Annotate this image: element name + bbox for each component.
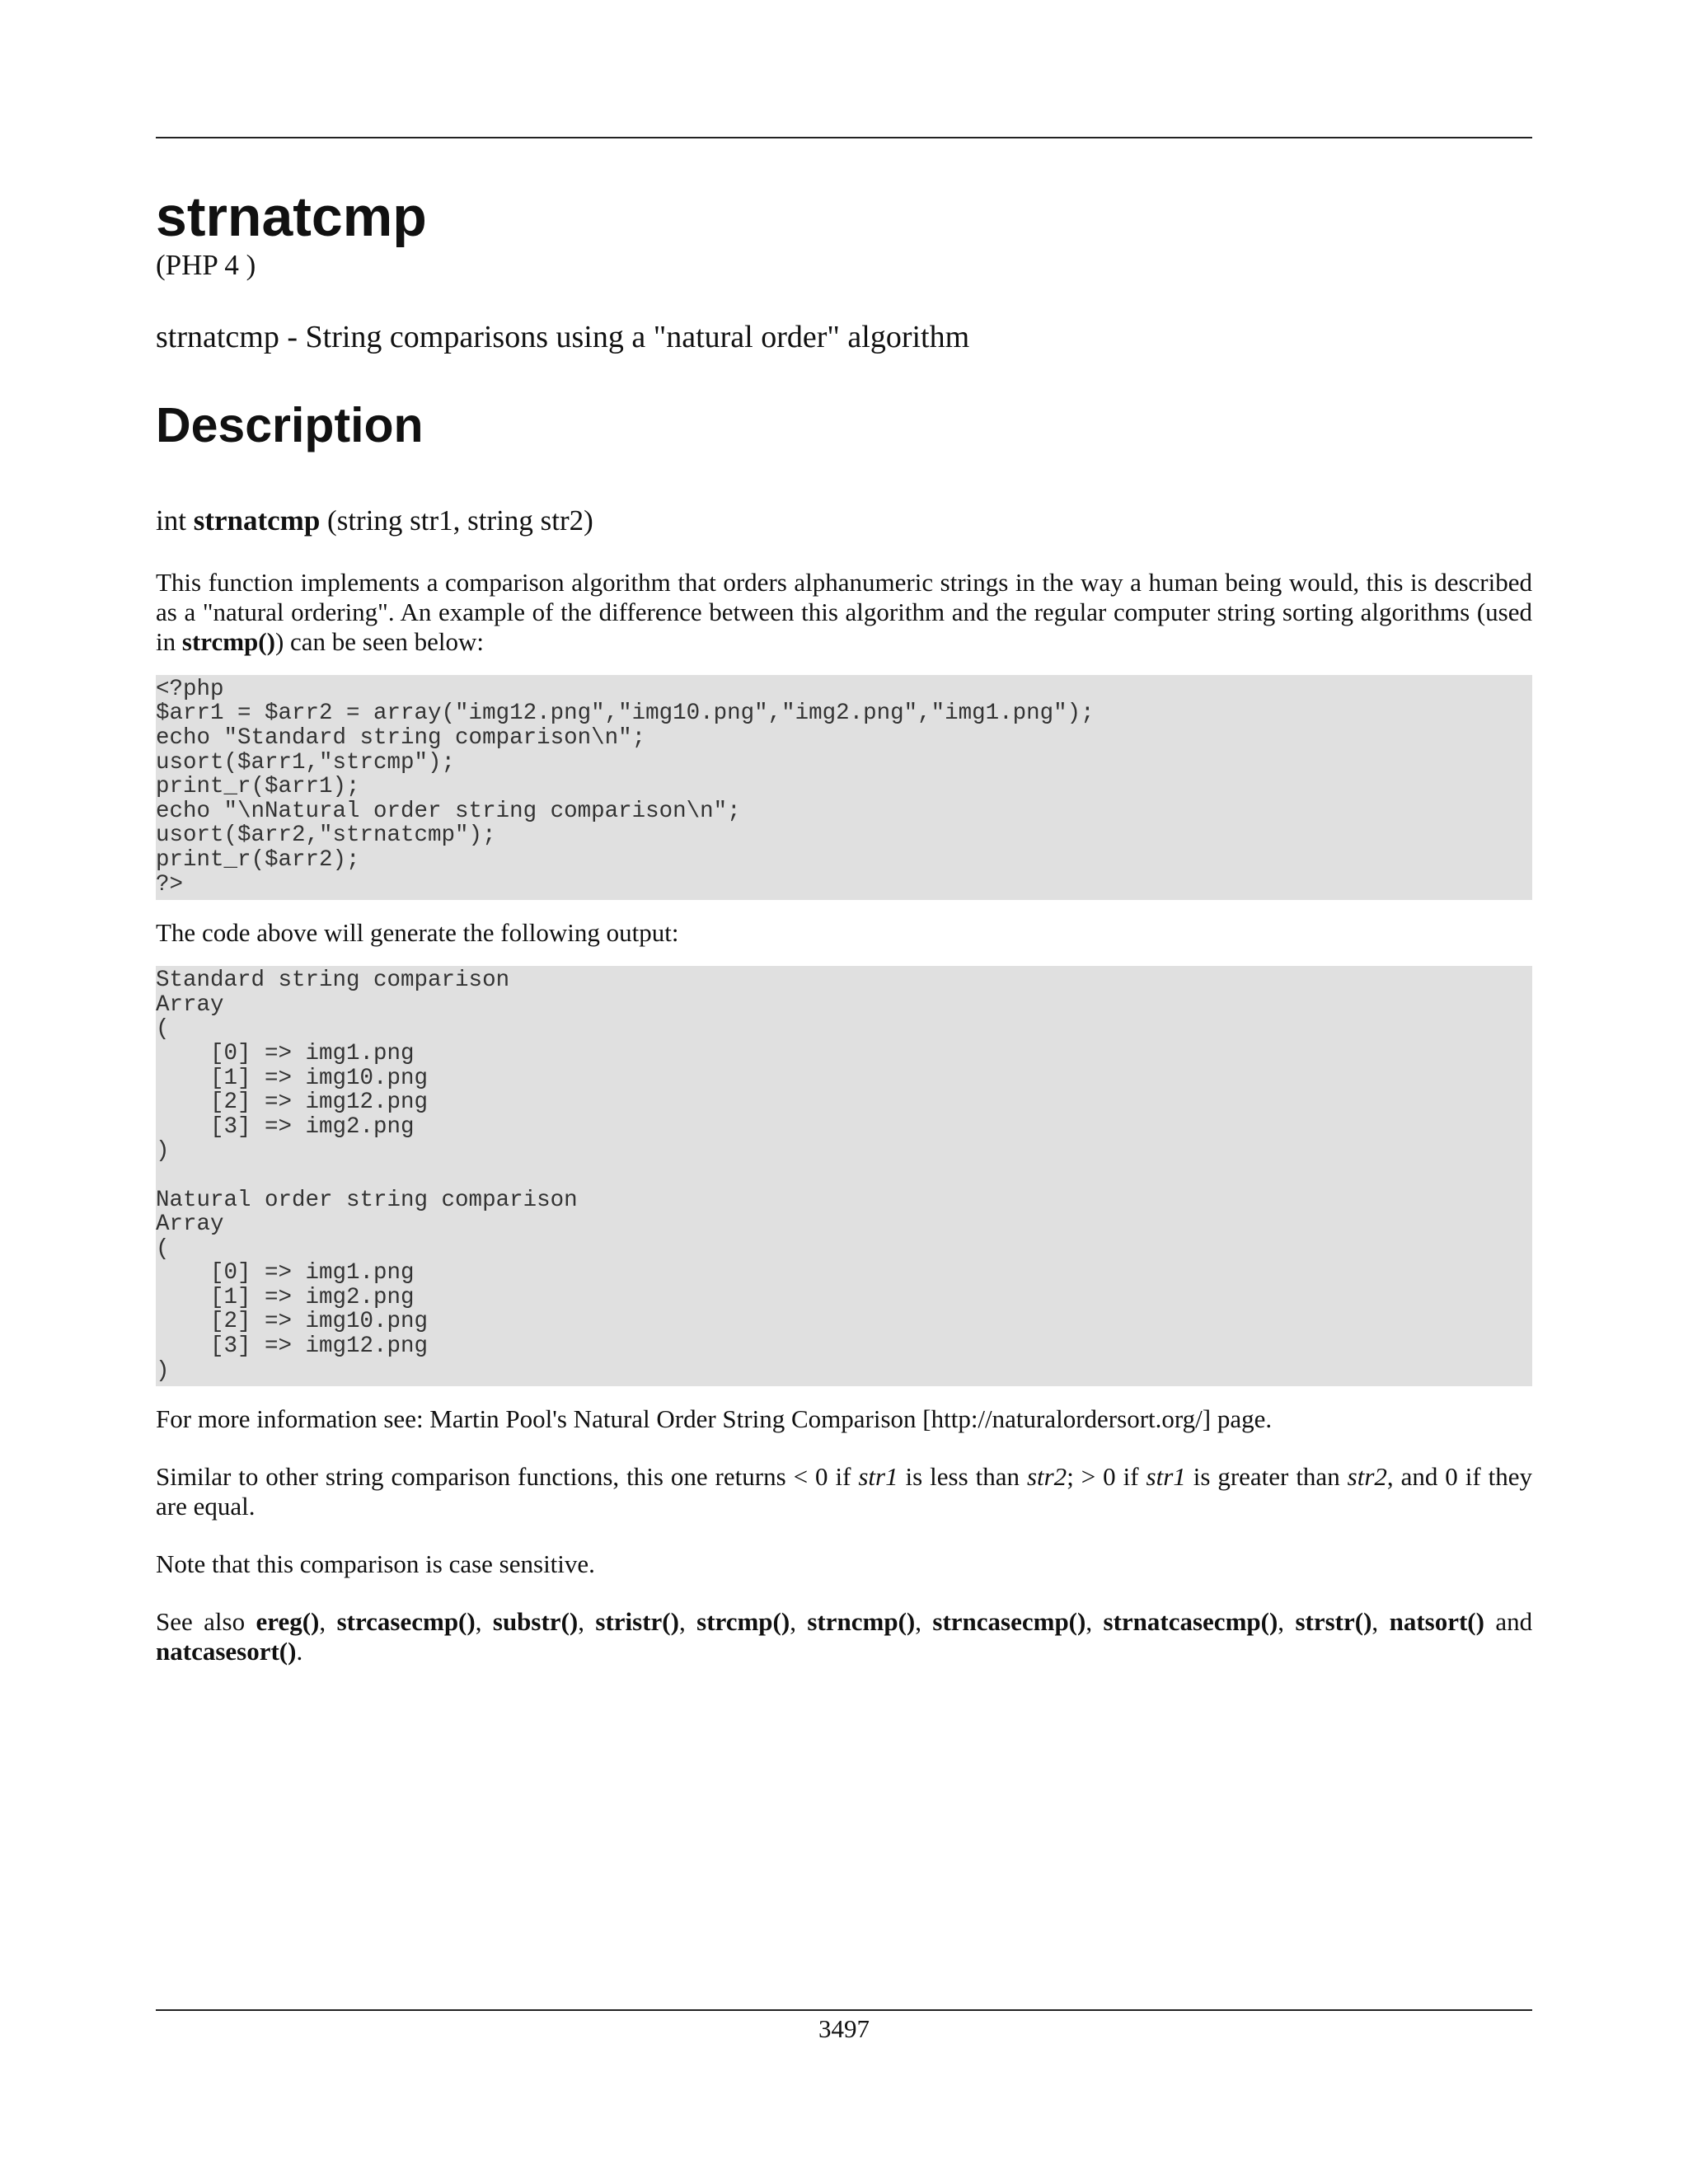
separator: , — [475, 1607, 493, 1637]
php-version: (PHP 4 ) — [156, 249, 256, 282]
see-also-link[interactable]: stristr() — [595, 1607, 679, 1637]
refname-summary: strnatcmp - String comparisons using a "natural order" algorithm — [156, 320, 970, 355]
returns-text-2: is less than — [898, 1462, 1027, 1492]
param-str1: str1 — [858, 1462, 898, 1492]
code-example-block: <?php $arr1 = $arr2 = array("img12.png","img10.png","img2.png","img1.png"); echo "Standard string comparison\n"; usort($arr1,"strcmp"); print_r($arr1); echo "\nNatural order string comparison\n"; usort($arr2,"strnatcmp"); print_r($arr2); ?> — [156, 675, 1532, 900]
separator: , — [915, 1607, 933, 1637]
see-also-link[interactable]: ereg() — [256, 1607, 320, 1637]
returns-text-1: Similar to other string comparison functions, this one returns < 0 if — [156, 1462, 859, 1492]
see-also-prefix: See also — [156, 1607, 256, 1637]
param-str2: str2 — [1347, 1462, 1387, 1492]
header-rule — [156, 137, 1532, 138]
separator: , — [1278, 1607, 1296, 1637]
returns-text-5: , and 0 if they are equal. — [156, 1462, 1532, 1521]
intro-tail: ) can be seen below: — [274, 626, 484, 656]
page-title: strnatcmp — [156, 185, 427, 248]
see-also-link[interactable]: natcasesort() — [156, 1637, 297, 1666]
intro-paragraph — [156, 568, 1532, 657]
separator: , — [1372, 1607, 1390, 1637]
see-also-link[interactable]: strncmp() — [807, 1607, 916, 1637]
see-also-link[interactable]: natsort() — [1389, 1607, 1484, 1637]
separator: , — [1085, 1607, 1104, 1637]
returns-text-3: ; > 0 if — [1067, 1462, 1146, 1492]
see-also-link[interactable]: strnatcasecmp() — [1103, 1607, 1278, 1637]
synopsis-params: (string str1, string str2) — [327, 504, 593, 537]
see-also-link[interactable]: strncasecmp() — [932, 1607, 1086, 1637]
separator: and — [1484, 1607, 1533, 1637]
code-output-block: Standard string comparison Array ( [0] => img1.png [1] => img10.png [2] => img12.png [3] => img2.png ) Natural order string comparison Array ( [0] => img1.png [1] => img2.png [2] => img10.png [3] => img12.png ) — [156, 966, 1532, 1386]
output-intro: The code above will generate the following output: — [156, 918, 679, 948]
param-str2: str2 — [1026, 1462, 1067, 1492]
see-also-link[interactable]: strcmp() — [696, 1607, 790, 1637]
function-synopsis — [156, 504, 1532, 538]
more-info-paragraph: For more information see: Martin Pool's Natural Order String Comparison [http://naturalordersort.org/] page. — [156, 1404, 1273, 1434]
separator: , — [578, 1607, 596, 1637]
separator: . — [296, 1637, 303, 1666]
see-also-paragraph — [156, 1607, 1532, 1666]
page-content — [156, 185, 1533, 1666]
see-also-link[interactable]: strstr() — [1295, 1607, 1372, 1637]
link-strcmp[interactable]: strcmp() — [181, 626, 275, 656]
section-heading-description: Description — [156, 397, 424, 452]
page-number: 3497 — [818, 2014, 870, 2043]
synopsis-function-name: strnatcmp — [193, 504, 321, 537]
synopsis-return-type: int — [156, 504, 186, 537]
intro-text: This function implements a comparison algorithm that orders alphanumeric strings in the way a human being would, this is described as a "natural ordering". An example of the difference between this algorithm and the regular computer string sorting algorithms (used in — [156, 567, 1532, 656]
returns-text-4: is greater than — [1185, 1462, 1348, 1492]
case-note: Note that this comparison is case sensitive. — [156, 1549, 595, 1579]
separator: , — [678, 1607, 697, 1637]
param-str1: str1 — [1146, 1462, 1186, 1492]
separator: , — [790, 1607, 808, 1637]
separator: , — [319, 1607, 337, 1637]
see-also-link[interactable]: substr() — [492, 1607, 579, 1637]
returns-paragraph — [156, 1462, 1532, 1521]
see-also-link[interactable]: strcasecmp() — [336, 1607, 476, 1637]
